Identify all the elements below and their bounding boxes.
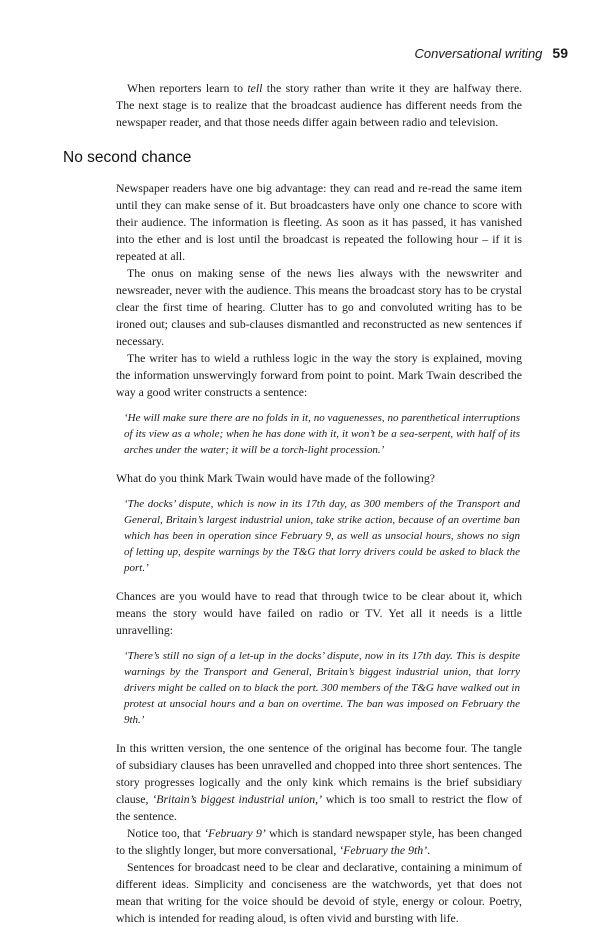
paragraph-6: In this written version, the one sentence of the original has become four. The tangle of subsidiary clauses has been unravelled and chopped into three short sentences. The story progresses logically and the only kink which remains is the brief subsidiary clause, ‘Britain’s biggest industrial union,’ which is too small to restrict the flow of the sentence.: [116, 741, 523, 824]
intro-paragraph: When reporters learn to tell the story rather than write it they are halfway there. The next stage is to realize that the broadcast audience has different needs from the newspaper reader, and that those needs differ again between radio and television.: [116, 81, 523, 129]
emphasis-february-the-9th: ‘February the 9th’: [339, 843, 428, 858]
quote-broadcast-rewrite: ‘There’s still no sign of a let-up in the docks’ dispute, now in its 17th day. This is despite warnings by the Transport and General, Britain’s biggest industrial union, that lorry drivers might be called on to black the port. 300 members of the T&G have walked out in protest at unsocial hours and a ban on overtime. The ban was imposed on February the 9th.’: [124, 650, 520, 726]
emphasis-tell: tell: [247, 81, 263, 95]
page-number: 59: [552, 45, 568, 61]
paragraph-5: Chances are you would have to read that through twice to be clear about it, which means the story would have failed on radio or TV. Yet all it needs is a little unravelling:: [116, 589, 522, 638]
paragraph-3: The writer has to wield a ruthless logic in the way the story is explained, moving the information unswervingly forward from point to point. Mark Twain described the way a good writer constructs a sentence:: [116, 351, 522, 399]
running-head-title: Conversational writing: [414, 46, 543, 61]
section-heading: No second chance: [63, 149, 192, 166]
paragraph-8: Sentences for broadcast need to be clear and declarative, containing a minimum of different ideas. Simplicity and conciseness are the watchwords, yet that does not mean that writing for the voice should be devoid of style, energy or colour. Poetry, which is intended for reading aloud, is often vivid and bursting with life.: [116, 860, 522, 926]
intro-block: [116, 80, 522, 131]
paragraph-2: The onus on making sense of the news lies always with the newswriter and newsreader, never with the audience. This means the broadcast story has to be crystal clear the first time of hearing. Clutter has to go and convoluted writing has to be ironed out; clauses and sub-clauses dismantled and reconstructed as new sentences if necessary.: [116, 266, 522, 348]
quote-newspaper-original: ‘The docks’ dispute, which is now in its 17th day, as 300 members of the Transport and General, Britain’s largest industrial union, take strike action, because of an overtime ban which has been in operation since February 9, as well as unsocial hours, shows no sign of letting up, despite warnings by the T&G that lorry drivers could be asked to black the port.’: [124, 498, 520, 574]
paragraph-4: What do you think Mark Twain would have made of the following?: [116, 471, 436, 486]
quote-twain: ‘He will make sure there are no folds in it, no vaguenesses, no parenthetical interruptions of its view as a whole; when he has done with it, it won’t be a sea-serpent, with half of its arches under the water; it will be a torch-light procession.’: [124, 412, 520, 456]
paragraph-7: Notice too, that ‘February 9’ which is standard newspaper style, has been changed to the slightly longer, but more conversational, ‘February the 9th’.: [116, 826, 522, 858]
body-text: [116, 180, 522, 927]
emphasis-union-clause: ‘Britain’s biggest industrial union,’: [152, 792, 323, 807]
emphasis-february-9: ‘February 9’: [204, 826, 266, 841]
paragraph-1: Newspaper readers have one big advantage: they can read and re-read the same item until they can make sense of it. But broadcasters have only one chance to score with their audience. The information is fleeting. As soon as it has passed, it has vanished into the ether and is lost until the broadcast is repeated the following hour – if it is repeated at all.: [116, 181, 522, 263]
running-head: [415, 45, 568, 61]
